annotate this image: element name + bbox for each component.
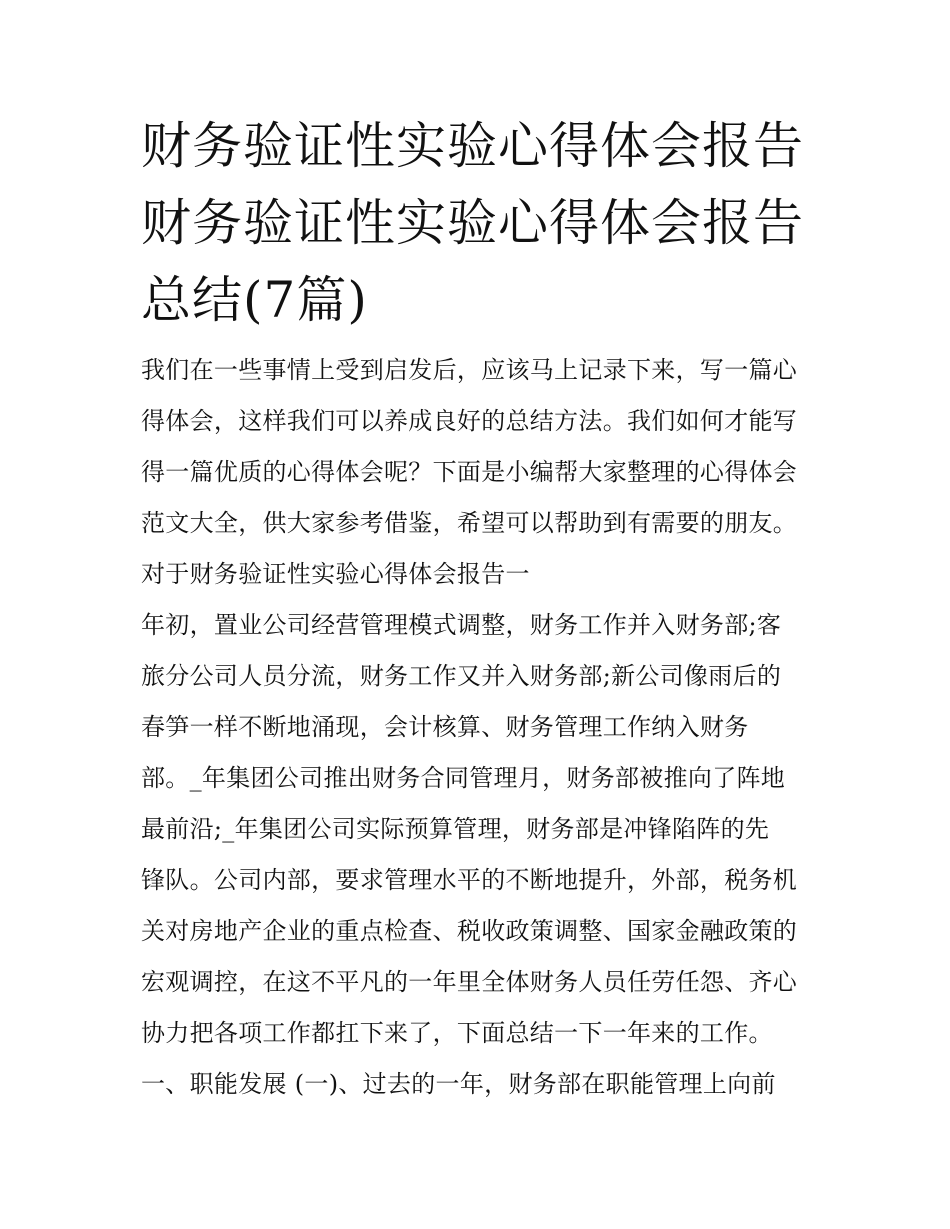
body-line: 一、职能发展 (一)、过去的一年，财务部在职能管理上向前: [141, 1070, 776, 1098]
body-line: 最前沿;_年集团公司实际预算管理，财务部是冲锋陷阵的先: [141, 815, 770, 843]
title-line-3: 总结(7篇): [141, 271, 368, 329]
body-line: 锋队。公司内部，要求管理水平的不断地提升，外部，税务机: [141, 866, 798, 894]
body-line: 得一篇优质的心得体会呢？下面是小编帮大家整理的心得体会: [141, 458, 798, 486]
document-page: [141, 108, 816, 1110]
body-line: 旅分公司人员分流，财务工作又并入财务部;新公司像雨后的: [141, 662, 782, 690]
body-line: 部。_年集团公司推出财务合同管理月，财务部被推向了阵地: [141, 764, 786, 792]
body-line: 关对房地产企业的重点检查、税收政策调整、国家金融政策的: [141, 917, 798, 945]
body-line: 协力把各项工作都扛下来了，下面总结一下一年来的工作。: [141, 1019, 773, 1047]
title-line-2: 财务验证性实验心得体会报告: [141, 194, 804, 252]
body-line: 春笋一样不断地涌现，会计核算、财务管理工作纳入财务: [141, 713, 749, 741]
section-heading: 对于财务验证性实验心得体会报告一: [141, 560, 530, 588]
body-line: 年初，置业公司经营管理模式调整，财务工作并入财务部;客: [141, 611, 782, 639]
body-line: 范文大全，供大家参考借鉴，希望可以帮助到有需要的朋友。: [141, 509, 798, 537]
body-line: 宏观调控，在这不平凡的一年里全体财务人员任劳任怨、齐心: [141, 968, 798, 996]
body-line: 我们在一些事情上受到启发后，应该马上记录下来，写一篇心: [141, 356, 798, 384]
document-title: [141, 108, 816, 339]
document-body: [141, 345, 816, 1110]
title-line-1: 财务验证性实验心得体会报告: [141, 117, 804, 175]
body-line: 得体会，这样我们可以养成良好的总结方法。我们如何才能写: [141, 407, 798, 435]
